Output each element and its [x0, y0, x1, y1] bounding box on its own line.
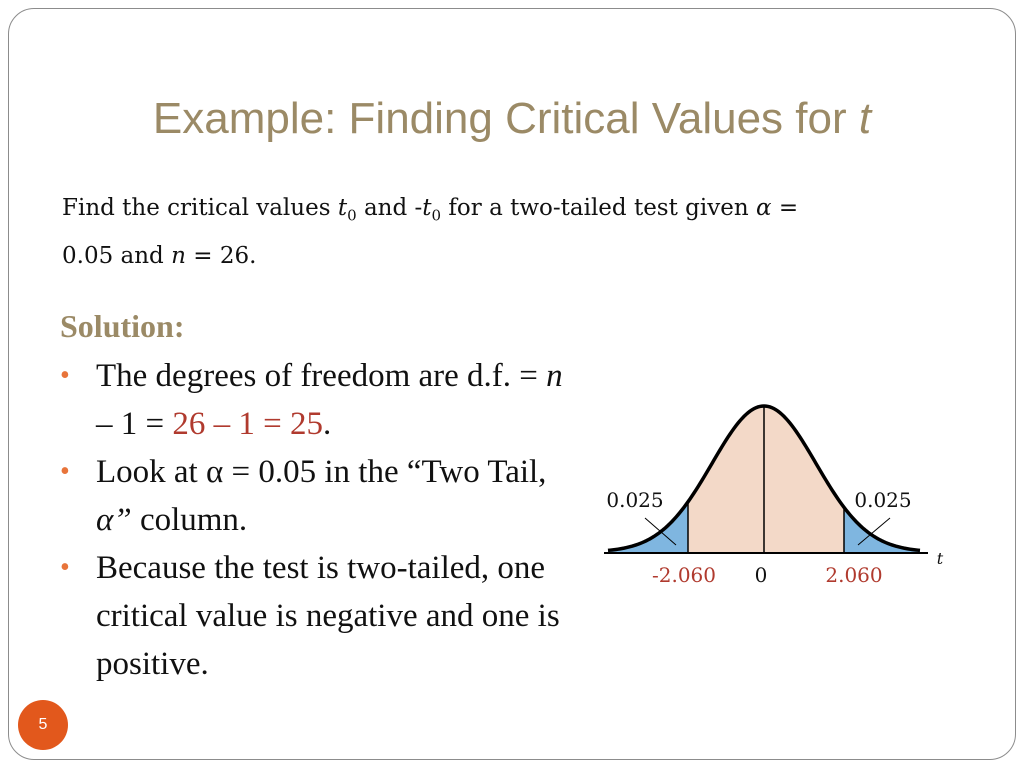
- solution-bullets: [60, 352, 580, 688]
- problem-text-6: = 26.: [185, 242, 257, 269]
- left-tail-label: 0.025: [606, 488, 664, 512]
- problem-alpha: α: [755, 195, 772, 221]
- problem-text-3: for a two-tailed test given: [441, 195, 756, 221]
- problem-n: n: [171, 242, 186, 269]
- positive-critical-value: 2.060: [825, 563, 883, 587]
- bullet-1-text-a: The degrees of freedom are d.f. =: [96, 358, 547, 394]
- problem-text-2: and -: [356, 195, 423, 221]
- bullet-1-text-b: – 1 =: [96, 406, 173, 442]
- problem-text-1: Find the critical values: [62, 195, 338, 221]
- bullet-dot-icon: •: [60, 552, 70, 583]
- problem-t2: t: [422, 195, 432, 221]
- bullet-2-text-b: column.: [131, 502, 248, 538]
- bullet-dot-icon: •: [60, 360, 70, 391]
- problem-statement: [62, 188, 942, 276]
- right-tail-label: 0.025: [854, 488, 912, 512]
- bullet-degrees-of-freedom: [60, 352, 580, 448]
- title-text: Example: Finding Critical Values for: [152, 94, 859, 143]
- bullet-2-alpha: α”: [96, 502, 132, 538]
- curve-center-area: [688, 406, 844, 552]
- bullet-two-tail-column: [60, 448, 580, 544]
- center-value: 0: [754, 563, 768, 587]
- bullet-1-calculation: 26 – 1 = 25: [172, 406, 323, 442]
- bullet-3-text: Because the test is two-tailed, one critical value is negative and one is positive.: [96, 550, 560, 682]
- solution-heading: Solution:: [60, 308, 185, 344]
- axis-label-t: t: [936, 549, 944, 568]
- bullet-dot-icon: •: [60, 456, 70, 487]
- problem-t: t: [337, 195, 348, 221]
- slide-title: [0, 94, 1024, 144]
- problem-sub-0: 0: [347, 206, 357, 225]
- bullet-1-n: n: [546, 358, 563, 394]
- page-number-badge: 5: [18, 700, 68, 750]
- problem-sub-1: 0: [431, 206, 442, 225]
- right-tail-area: [844, 507, 920, 552]
- problem-text-5: 0.05 and: [62, 242, 172, 269]
- bullet-1-text-c: .: [323, 406, 332, 442]
- problem-text-4: =: [771, 195, 799, 221]
- title-variable: t: [858, 94, 872, 143]
- t-distribution-diagram: [590, 390, 970, 600]
- negative-critical-value: -2.060: [651, 563, 717, 587]
- bullet-2-text-a: Look at α = 0.05 in the “Two Tail,: [96, 454, 547, 490]
- bullet-two-tailed: [60, 544, 580, 688]
